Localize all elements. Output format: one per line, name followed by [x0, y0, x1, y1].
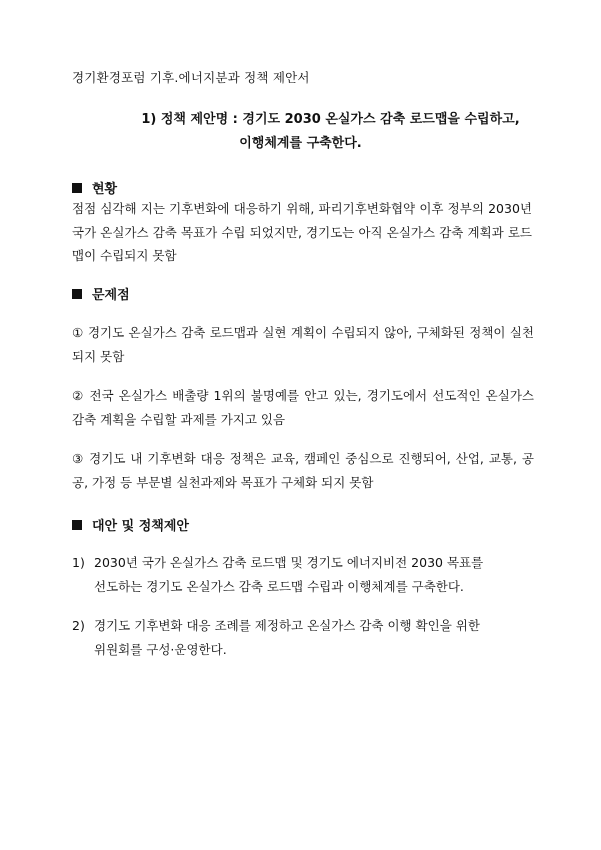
alternative-line: 경기도 기후변화 대응 조례를 제정하고 온실가스 감축 이행 확인을 위한	[94, 618, 480, 633]
square-bullet-icon	[72, 183, 82, 193]
section-heading-alternatives	[72, 515, 189, 534]
document-header: 경기환경포럼 기후.에너지분과 정책 제안서	[72, 70, 310, 85]
proposal-title-line1: 1) 정책 제안명 : 경기도 2030 온실가스 감축 로드맵을 수립하고,	[141, 112, 520, 127]
section-heading-label: 현황	[92, 182, 118, 197]
section-heading-label: 문제점	[92, 288, 130, 303]
problem-item-1: ① 경기도 온실가스 감축 로드맵과 실현 계획이 수립되지 않아, 구체화된 정책이 실천되지 못함	[72, 325, 534, 364]
alternative-line-continued: 위원회를 구성·운영한다.	[94, 642, 227, 657]
proposal-title	[0, 108, 601, 156]
problem-item-2: ② 전국 온실가스 배출량 1위의 불명예를 안고 있는, 경기도에서 선도적인 온실가스 감축 계획을 수립할 과제를 가지고 있음	[72, 388, 534, 427]
square-bullet-icon	[72, 289, 82, 299]
section-heading-problems	[72, 284, 130, 303]
section-heading-label: 대안 및 정책제안	[92, 519, 189, 534]
alternative-number: 1)	[72, 555, 85, 570]
alternative-item-1	[72, 551, 534, 599]
section-heading-current-status	[72, 178, 117, 197]
alternative-number: 2)	[72, 618, 85, 633]
alternative-item-2	[72, 614, 534, 662]
current-status-text: 점점 심각해 지는 기후변화에 대응하기 위해, 파리기후변화협약 이후 정부의 2030년 국가 온실가스 감축 목표가 수립 되었지만, 경기도는 아직 온실가스 감축 계획과 로드맵이 수립되지 못함	[72, 201, 532, 263]
proposal-title-line2: 이행체계를 구축한다.	[239, 136, 362, 151]
alternative-line-continued: 선도하는 경기도 온실가스 감축 로드맵 수립과 이행체계를 구축한다.	[94, 579, 464, 594]
alternative-line: 2030년 국가 온실가스 감축 로드맵 및 경기도 에너지비전 2030 목표를	[94, 555, 484, 570]
problem-item-3: ③ 경기도 내 기후변화 대응 정책은 교육, 캠페인 중심으로 진행되어, 산업, 교통, 공공, 가정 등 부문별 실천과제와 목표가 구체화 되지 못함	[72, 451, 534, 490]
square-bullet-icon	[72, 520, 82, 530]
